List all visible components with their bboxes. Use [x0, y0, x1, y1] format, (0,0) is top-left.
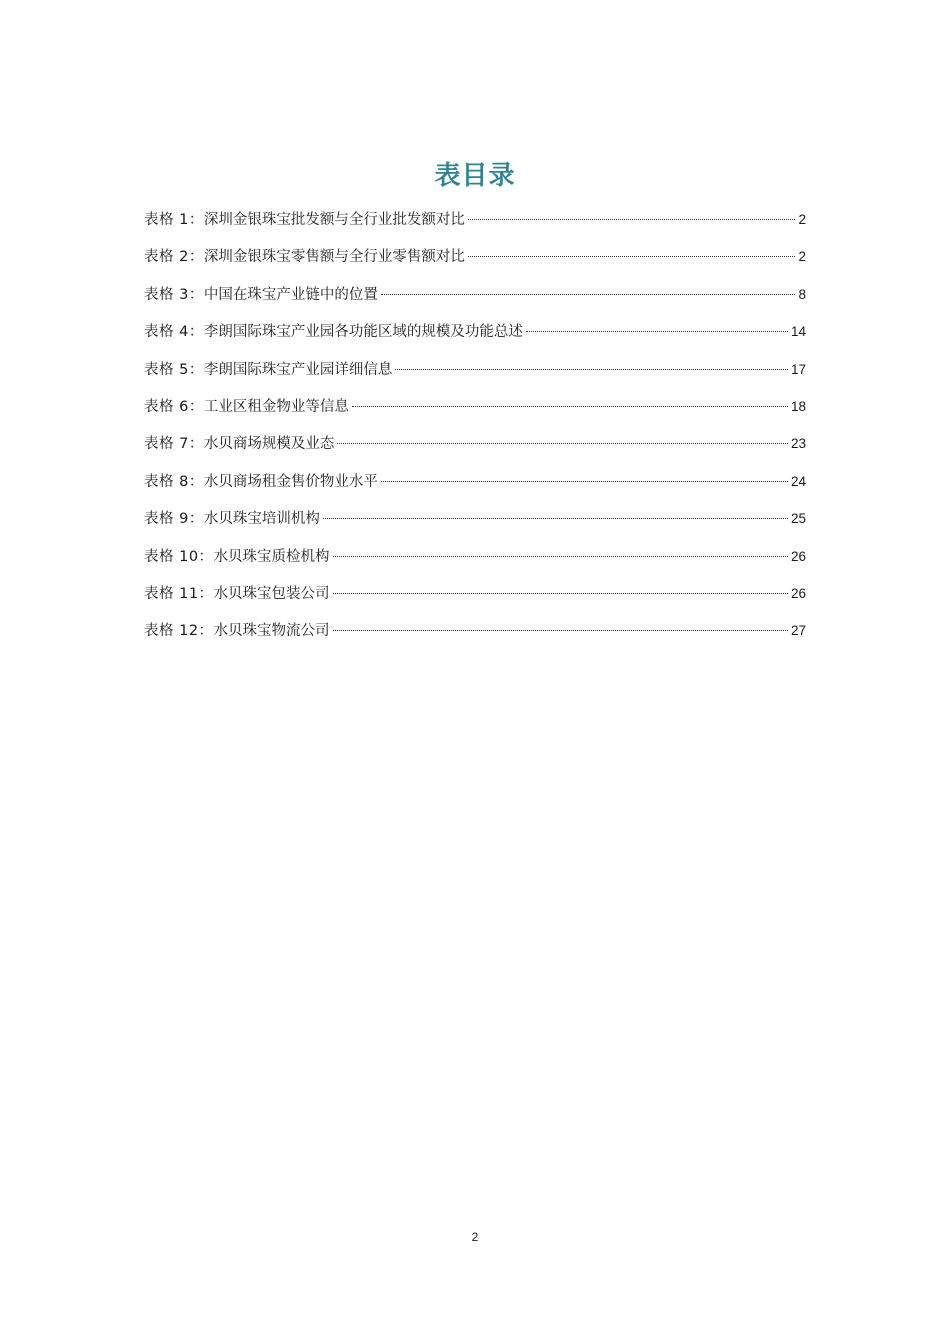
toc-entry-title: 水贝商场租金售价物业水平	[203, 473, 378, 490]
toc-entry-page: 2	[798, 249, 806, 265]
toc-entry-page: 18	[790, 398, 806, 414]
toc-entry-title: 深圳金银珠宝零售额与全行业零售额对比	[203, 249, 465, 266]
dot-leader	[337, 443, 788, 444]
toc-entry-prefix: 表格 2：	[144, 249, 204, 266]
toc-entry-label	[144, 318, 523, 346]
toc-entry[interactable]	[144, 430, 806, 467]
toc-entry-title: 工业区租金物业等信息	[203, 398, 349, 415]
toc-entry-prefix: 表格 10：	[144, 548, 214, 565]
toc-entry-label	[144, 393, 349, 421]
dot-leader	[333, 593, 788, 594]
dot-leader	[468, 219, 796, 220]
dot-leader	[352, 406, 788, 407]
toc-entry-prefix: 表格 5：	[144, 361, 204, 378]
toc-entry-title: 李朗国际珠宝产业园各功能区域的规模及功能总述	[203, 324, 523, 341]
dot-leader	[333, 556, 788, 557]
toc-entry-page: 23	[790, 436, 806, 452]
toc-entry-label	[144, 430, 334, 458]
dot-leader	[381, 481, 788, 482]
toc-entry-prefix: 表格 1：	[144, 212, 204, 228]
toc-entry-title: 李朗国际珠宝产业园详细信息	[203, 361, 393, 378]
toc-entry-label	[144, 281, 378, 309]
dot-leader	[381, 294, 796, 295]
page-title: 表目录	[434, 161, 516, 191]
toc-entry-title: 水贝珠宝培训机构	[203, 511, 320, 528]
toc-entry-prefix: 表格 11：	[144, 585, 214, 602]
toc-entry-label	[144, 468, 378, 496]
toc-entry-page: 26	[790, 548, 806, 564]
toc-entry[interactable]	[144, 356, 806, 393]
toc-entry[interactable]	[144, 617, 806, 654]
toc-entry-prefix: 表格 9：	[144, 511, 204, 528]
toc-entry-title: 水贝商场规模及业态	[203, 436, 335, 453]
toc-entry-label	[144, 206, 465, 234]
toc-entry-page: 2	[798, 212, 806, 227]
dot-leader	[395, 369, 788, 370]
toc-entry-title: 水贝珠宝物流公司	[213, 623, 330, 640]
toc-entry[interactable]	[144, 318, 806, 355]
toc-entry-title: 中国在珠宝产业链中的位置	[203, 286, 378, 303]
dot-leader	[333, 630, 788, 631]
toc-entry[interactable]	[144, 580, 806, 617]
toc-entry-prefix: 表格 12：	[144, 623, 214, 640]
page-number: 2	[471, 1230, 479, 1244]
toc-entry-prefix: 表格 8：	[144, 473, 204, 490]
toc-entry[interactable]	[144, 468, 806, 505]
toc-entry-page: 26	[790, 585, 806, 601]
toc-entry-page: 27	[790, 623, 806, 639]
toc-entry[interactable]	[144, 281, 806, 318]
dot-leader	[323, 518, 788, 519]
toc-entry-title: 水贝珠宝包装公司	[213, 585, 330, 602]
toc-entry[interactable]	[144, 543, 806, 580]
toc-entry-label	[144, 243, 465, 271]
toc-entry-page: 14	[790, 324, 806, 340]
toc-entry[interactable]	[144, 206, 806, 243]
toc-entry-prefix: 表格 6：	[144, 398, 204, 415]
dot-leader	[468, 256, 796, 257]
toc-entry-title: 深圳金银珠宝批发额与全行业批发额对比	[203, 212, 465, 228]
toc-entry-page: 25	[790, 511, 806, 527]
toc-entry-label	[144, 356, 392, 384]
toc-entry-prefix: 表格 4：	[144, 324, 204, 341]
table-of-tables	[144, 206, 806, 655]
toc-entry-label	[144, 617, 330, 645]
toc-entry[interactable]	[144, 505, 806, 542]
toc-entry-label	[144, 580, 330, 608]
toc-entry-prefix: 表格 7：	[144, 436, 204, 453]
toc-entry-label	[144, 543, 330, 571]
toc-entry-page: 24	[790, 473, 806, 489]
toc-entry-page: 8	[798, 286, 806, 302]
toc-entry[interactable]	[144, 393, 806, 430]
toc-entry[interactable]	[144, 243, 806, 280]
toc-entry-prefix: 表格 3：	[144, 286, 204, 303]
toc-entry-label	[144, 505, 320, 533]
toc-entry-title: 水贝珠宝质检机构	[213, 548, 330, 565]
dot-leader	[526, 331, 788, 332]
toc-entry-page: 17	[790, 361, 806, 377]
